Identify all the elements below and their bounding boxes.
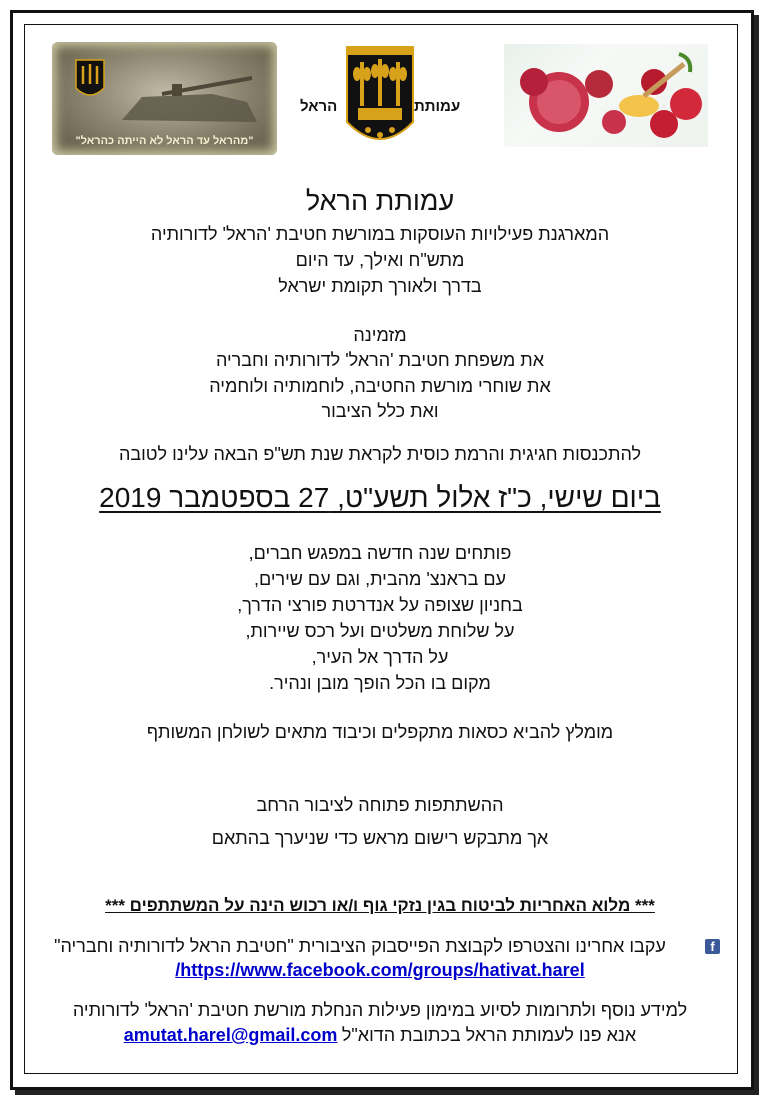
liability-disclaimer: [24, 896, 736, 916]
tank-caption: "מהראל עד הראל לא הייתה כהראל": [75, 135, 254, 147]
poem-line: מקום בו הכל הופך מובן ונהיר.: [269, 673, 491, 693]
event-date: ביום שישי, כ"ז אלול תשע"ט, 27 בספטמבר 2019: [99, 482, 661, 513]
poem-line: בחניון שצופה על אנדרטת פורצי הדרך,: [237, 595, 523, 615]
facebook-link-row: [24, 960, 736, 981]
pomegranate-honey-photo: [504, 44, 708, 147]
donation-email-row: [24, 1025, 736, 1046]
event-line: להתכנסות חגיגית והרמת כוסית לקראת שנת תש"פ הבאה עלינו לטובה: [118, 444, 642, 464]
participation-line: ההשתתפות פתוחה לציבור הרחב: [256, 795, 504, 815]
harel-shield-logo-icon: [344, 44, 416, 156]
facebook-text: עקבו אחרינו והצטרפו לקבוצת הפייסבוק הציבורית "חטיבת הראל לדורותיה וחבריה": [54, 936, 666, 956]
logo-label-harel: הראל: [300, 98, 338, 115]
poem-line: עם בראנצ' מהבית, וגם עם שירים,: [253, 569, 507, 589]
intro-line: המארגנת פעילויות העוסקות במורשת חטיבת 'הראל' לדורותיה: [150, 224, 610, 244]
logo-label-amutat: עמותת: [414, 98, 461, 115]
fruit-icon: [504, 44, 708, 147]
liability-disclaimer-text: *** מלוא האחריות לביטוח בגין נזקי גוף ו/או רכוש הינה על המשתתפים ***: [105, 896, 655, 915]
invite-line: את משפחת חטיבת 'הראל' לדורותיה וחבריה: [215, 350, 545, 370]
participation-line: אך מתבקש רישום מראש כדי שניערך בהתאם: [211, 828, 549, 848]
intro-line: מתש"ח ואילך, עד היום: [295, 250, 465, 270]
intro-line: בדרך ולאורך תקומת ישראל: [278, 276, 482, 296]
poem-line: על שלוחת משלטים ועל רכס שיירות,: [245, 621, 515, 641]
page-title: עמותת הראל: [305, 186, 455, 216]
poem-line: על הדרך אל העיר,: [311, 647, 449, 667]
invite-line: את שוחרי מורשת החטיבה, לוחמותיה ולוחמיה: [209, 376, 551, 396]
invite-line: ואת כלל הציבור: [321, 401, 439, 421]
facebook-group-link[interactable]: https://www.facebook.com/groups/hativat.harel/: [175, 960, 585, 980]
invite-line: מזמינה: [353, 325, 407, 345]
recommendation-text: מומלץ להביא כסאות מתקפלים וכיבוד מתאים לשולחן המשותף: [146, 722, 614, 742]
tank-photo: [52, 42, 277, 155]
facebook-icon[interactable]: f: [705, 939, 720, 954]
donation-line: למידע נוסף ולתרומות לסיוע במימון פעילות הנחלת מורשת חטיבת 'הראל' לדורותיה: [72, 1000, 688, 1020]
email-link[interactable]: amutat.harel@gmail.com: [123, 1025, 338, 1045]
poem-line: פותחים שנה חדשה במפגש חברים,: [248, 543, 512, 563]
donation-line2: אנא פנו לעמותת הראל בכתובת הדוא"ל: [341, 1025, 637, 1045]
